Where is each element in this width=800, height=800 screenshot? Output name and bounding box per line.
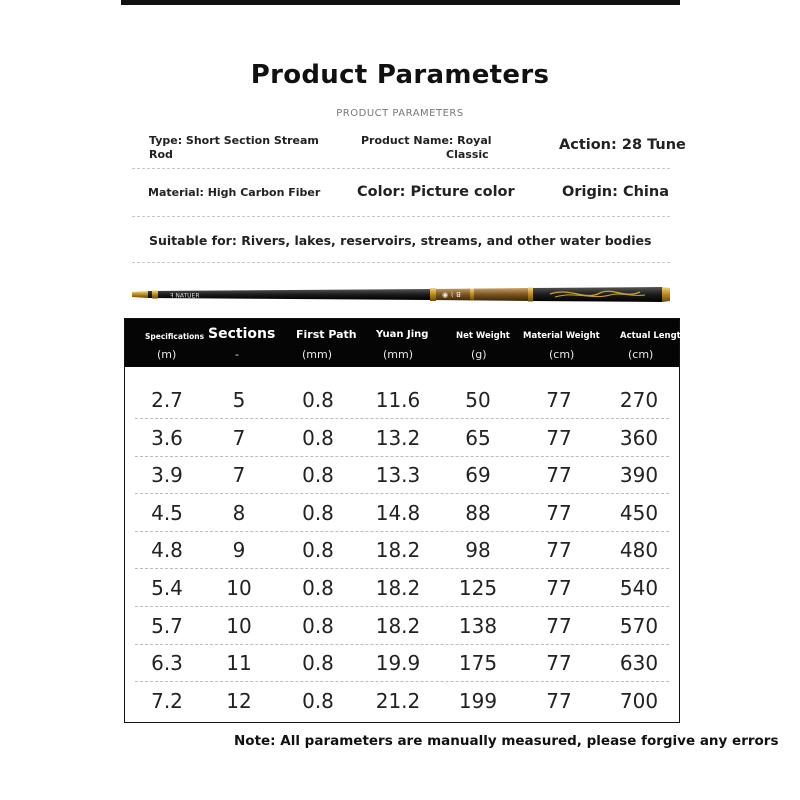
- table-cell: 0.8: [302, 538, 334, 563]
- spec-origin: Origin: China: [562, 184, 670, 200]
- parameters-table: [124, 318, 687, 723]
- table-cell: 77: [546, 688, 572, 713]
- table-cell: 11.6: [375, 388, 421, 412]
- table-cell: 199: [458, 688, 498, 713]
- table-cell: 7: [232, 425, 246, 450]
- header-sections-unit: -: [235, 348, 239, 361]
- table-cell: 13.2: [375, 425, 421, 450]
- table-row: [125, 682, 679, 720]
- table-cell: 13.3: [375, 463, 421, 488]
- table-cell: 18.2: [375, 613, 421, 638]
- table-cell: 77: [546, 425, 572, 450]
- header-specifications: Specifications: [145, 332, 205, 341]
- table-cell: 4.8: [151, 538, 183, 563]
- header-sections: Sections: [208, 326, 276, 342]
- spec-product-name: [361, 134, 492, 162]
- table-cell: 450: [619, 500, 659, 525]
- table-cell: 77: [546, 613, 572, 638]
- table-row: [125, 531, 679, 569]
- table-cell: 0.8: [302, 651, 334, 676]
- table-header: [125, 319, 687, 367]
- header-first-path-unit: (mm): [302, 348, 333, 361]
- table-cell: 4.5: [151, 500, 183, 525]
- table-cell: 98: [465, 538, 491, 563]
- table-cell: 0.8: [302, 463, 334, 488]
- table-cell: 18.2: [375, 538, 421, 563]
- table-cell: 0.8: [302, 500, 334, 525]
- header-actual-length: Actual Length: [620, 331, 687, 341]
- table-cell: 0.8: [302, 688, 334, 713]
- header-material-weight-unit: (cm): [549, 348, 575, 361]
- divider: [132, 216, 670, 217]
- table-cell: 65: [465, 425, 491, 450]
- table-row: [125, 419, 679, 457]
- top-border-bar: [121, 0, 680, 5]
- svg-text:ꟻ NATUER: ꟻ NATUER: [170, 292, 200, 300]
- table-cell: 138: [458, 613, 498, 638]
- page-title: Product Parameters: [250, 60, 550, 90]
- table-cell: 0.8: [302, 388, 334, 412]
- page-subtitle: PRODUCT PARAMETERS: [336, 108, 464, 119]
- table-cell: 3.9: [151, 463, 183, 488]
- table-row: [125, 607, 679, 645]
- header-yuan-jing-unit: (mm): [383, 348, 414, 361]
- table-cell: 21.2: [375, 688, 421, 713]
- table-cell: 8: [232, 500, 246, 525]
- header-first-path: First Path: [296, 328, 357, 341]
- svg-text:◉ ⌇ ꓭ: ◉ ⌇ ꓭ: [442, 291, 461, 299]
- table-row: [125, 381, 679, 419]
- table-cell: 700: [619, 688, 659, 713]
- table-cell: 125: [458, 576, 498, 600]
- table-cell: 6.3: [151, 651, 183, 676]
- table-cell: 7: [232, 463, 246, 488]
- table-cell: 10: [226, 576, 252, 600]
- table-cell: 390: [619, 463, 659, 488]
- table-cell: 7.2: [151, 688, 183, 713]
- table-cell: 77: [546, 500, 572, 525]
- table-cell: 77: [546, 388, 572, 412]
- header-yuan-jing: Yuan Jing: [376, 329, 429, 340]
- table-cell: 88: [465, 500, 491, 525]
- spec-material: Material: High Carbon Fiber: [148, 186, 321, 199]
- table-cell: 5: [232, 388, 246, 412]
- table-cell: 175: [458, 651, 498, 676]
- table-cell: 5.7: [151, 613, 183, 638]
- header-specifications-unit: (m): [157, 348, 177, 361]
- spec-color: Color: Picture color: [357, 184, 515, 200]
- table-cell: 3.6: [151, 425, 183, 450]
- header-actual-length-unit: (cm): [628, 348, 654, 361]
- table-cell: 270: [619, 388, 659, 412]
- divider: [132, 262, 670, 263]
- spec-type-line1: Type: Short Section Stream: [149, 134, 319, 147]
- table-cell: 12: [226, 688, 252, 713]
- table-row: [125, 569, 679, 607]
- table-cell: 19.9: [375, 651, 421, 676]
- table-cell: 630: [619, 651, 659, 676]
- table-row: [125, 494, 679, 532]
- table-cell: 2.7: [151, 388, 183, 412]
- spec-name-line2: Classic: [446, 148, 489, 161]
- header-material-weight: Material Weight: [523, 331, 600, 341]
- spec-type-line2: Rod: [149, 148, 173, 161]
- table-cell: 0.8: [302, 576, 334, 600]
- spec-name-line1: Product Name: Royal: [361, 134, 492, 147]
- table-cell: 11: [226, 651, 252, 676]
- table-cell: 9: [232, 538, 246, 563]
- table-cell: 77: [546, 538, 572, 563]
- header-net-weight-unit: (g): [471, 348, 487, 361]
- table-cell: 18.2: [375, 576, 421, 600]
- table-cell: 77: [546, 576, 572, 600]
- table-cell: 10: [226, 613, 252, 638]
- table-cell: 540: [619, 576, 659, 600]
- table-cell: 50: [465, 388, 491, 412]
- spec-action: Action: 28 Tune: [559, 137, 686, 153]
- table-cell: 0.8: [302, 425, 334, 450]
- table-cell: 14.8: [375, 500, 421, 525]
- table-cell: 77: [546, 463, 572, 488]
- table-cell: 5.4: [151, 576, 183, 600]
- table-cell: 0.8: [302, 613, 334, 638]
- table-row: [125, 644, 679, 682]
- table-cell: 69: [465, 463, 491, 488]
- spec-type: [149, 134, 319, 162]
- table-cell: 360: [619, 425, 659, 450]
- spec-suitable: Suitable for: Rivers, lakes, reservoirs, streams, and other water bodies: [149, 233, 652, 248]
- table-cell: 570: [619, 613, 659, 638]
- footnote: Note: All parameters are manually measured, please forgive any errors: [234, 733, 779, 749]
- table-cell: 480: [619, 538, 659, 563]
- header-net-weight: Net Weight: [456, 331, 510, 341]
- table-cell: 77: [546, 651, 572, 676]
- divider: [132, 168, 670, 169]
- fishing-rod-image: [130, 283, 672, 307]
- table-row: [125, 456, 679, 494]
